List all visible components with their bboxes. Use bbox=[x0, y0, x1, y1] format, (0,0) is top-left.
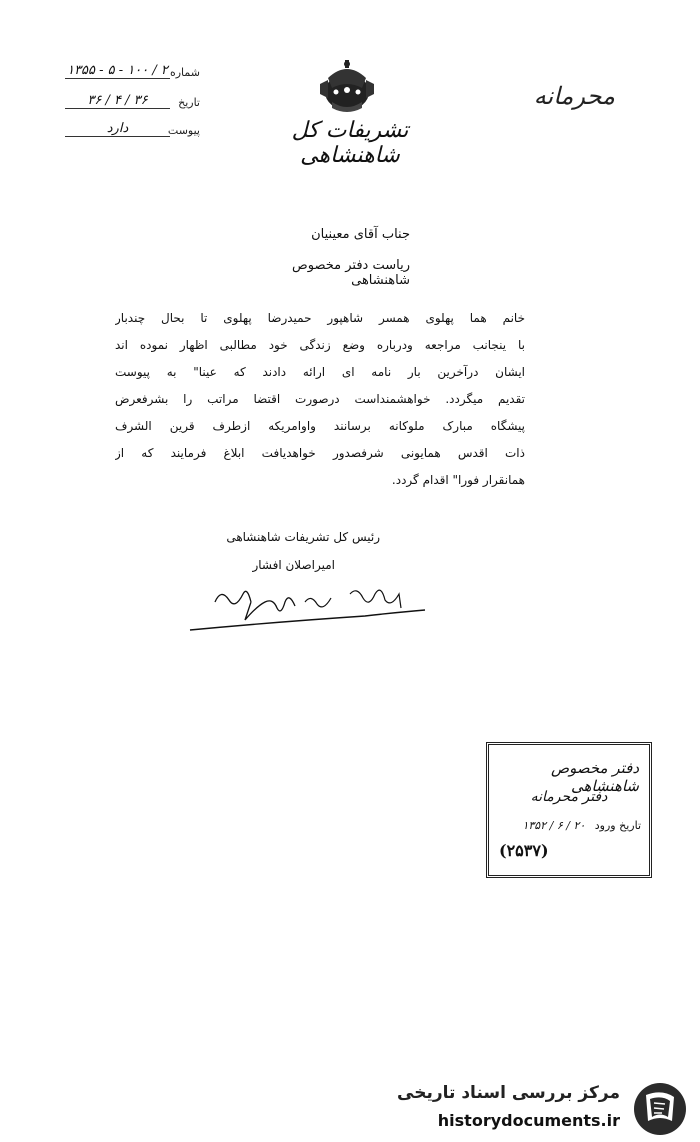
classification-mark: محرمانه bbox=[533, 82, 615, 110]
stamp-entry-date bbox=[522, 819, 641, 832]
attachment-field bbox=[40, 121, 200, 146]
stamp-department: دفتر محرمانه bbox=[530, 789, 608, 805]
date-label: تاریخ bbox=[178, 96, 200, 109]
date-value: ۳۶ / ۴ / ۳۶ bbox=[65, 93, 170, 109]
stamp-entry-date-value: ۲۰ / ۶ / ۱۳۵۲ bbox=[522, 819, 586, 832]
received-stamp bbox=[486, 742, 652, 878]
attachment-label: پیوست bbox=[167, 124, 200, 137]
organization-title: تشریفات کل شاهنشاهی bbox=[291, 118, 409, 168]
body-line: پیشگاه مبارک ملوکانه برسانند واوامریکه ازطرف قرین الشرف bbox=[115, 419, 525, 433]
handwritten-signature bbox=[185, 572, 445, 642]
signatory-name: امیراصلان افشار bbox=[252, 558, 335, 572]
date-field bbox=[40, 93, 200, 118]
body-line: همانقرار فورا" اقدام گردد. bbox=[391, 473, 525, 487]
watermark bbox=[397, 1080, 690, 1138]
watermark-name: مرکز بررسی اسناد تاریخی bbox=[397, 1083, 620, 1103]
stamp-entry-date-label: تاریخ ورود bbox=[594, 819, 641, 832]
crown-emblem-icon bbox=[316, 58, 378, 116]
stamp-registry-number: (۲۵۳۷) bbox=[499, 841, 549, 860]
number-value: ۱۳۵۵ - ۵ - ۱۰۰ / ۲ bbox=[65, 63, 170, 79]
recipient-title bbox=[260, 258, 410, 288]
body-line: تقدیم میگردد. خواهشمنداست درصورت اقتضا مراتب را بشرفعرض bbox=[115, 392, 525, 406]
number-field bbox=[40, 63, 200, 88]
number-label: شماره bbox=[169, 66, 200, 79]
body-line: ایشان درآخرین بار نامه ای ارائه دادند که عینا" به پیوست bbox=[115, 365, 525, 379]
attachment-value: دارد bbox=[65, 121, 170, 137]
recipient-name: جناب آقای معینیان bbox=[311, 227, 410, 242]
signatory-title: رئیس کل تشریفات شاهنشاهی bbox=[226, 530, 380, 544]
watermark-site: historydocuments.ir bbox=[437, 1111, 620, 1130]
body-line: ذات اقدس همایونی شرفصدور خواهدیافت ابلاغ فرمایند که از bbox=[115, 446, 525, 460]
recipient-title-text: ریاست دفتر مخصوص شاهنشاهی bbox=[292, 258, 410, 288]
body-line: با ینجانب مراجعه ودرباره وضع زندگی خود مطالبی اظهار نموده اند bbox=[115, 338, 525, 352]
stamp-office: دفتر مخصوص شاهنشاهی bbox=[550, 759, 639, 795]
letter-body bbox=[115, 305, 525, 494]
body-line: خانم هما پهلوی همسر شاهپور حمیدرضا پهلوی تا بحال چندبار bbox=[115, 311, 525, 325]
archive-logo-icon bbox=[632, 1081, 688, 1137]
